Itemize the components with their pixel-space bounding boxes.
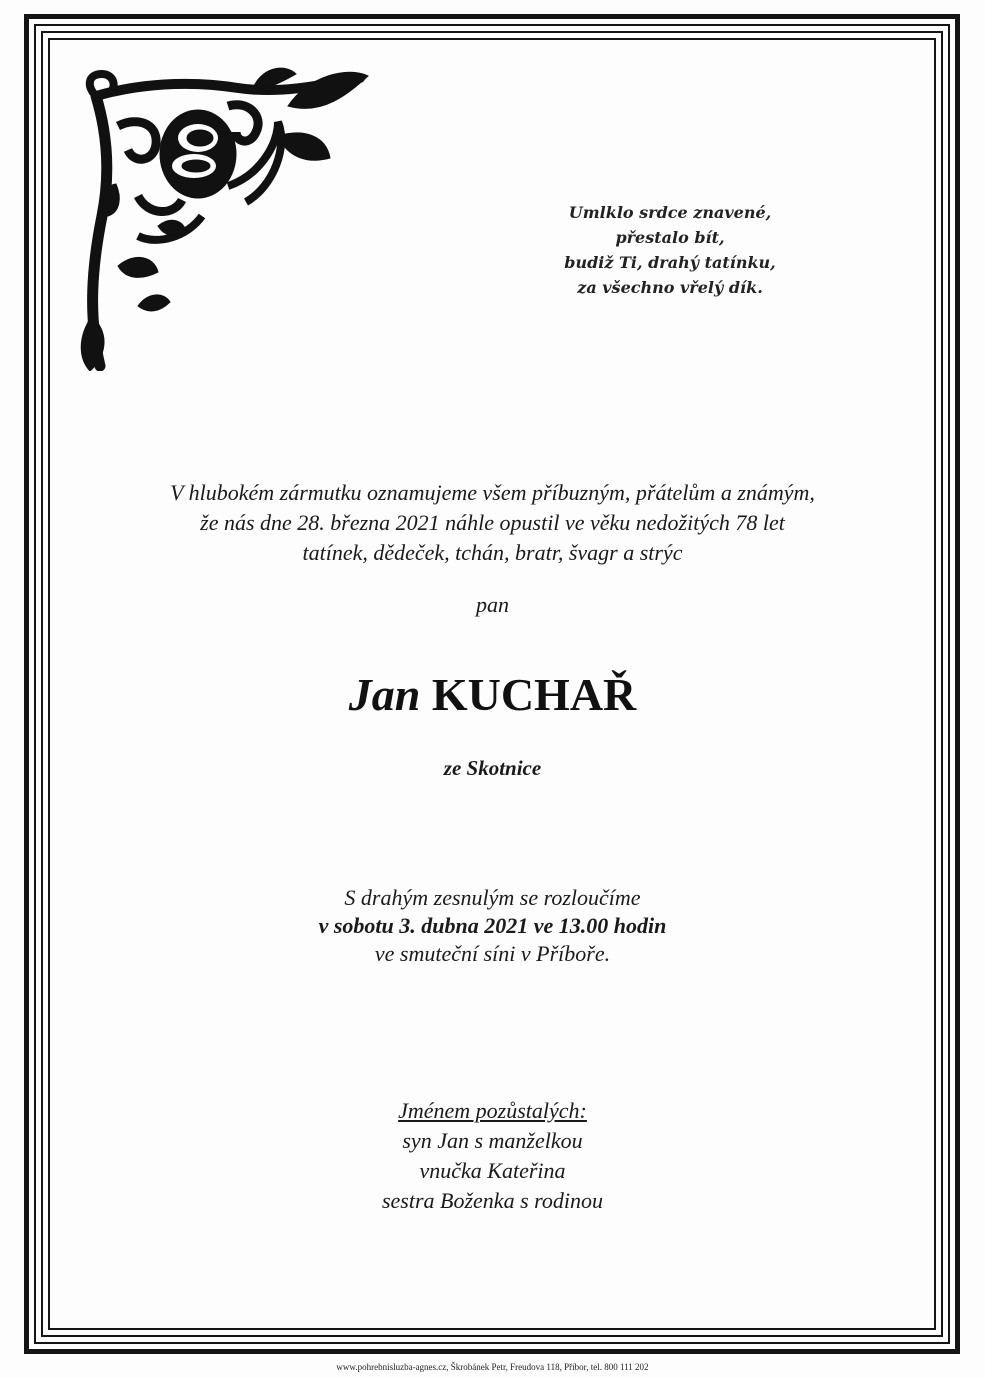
floral-corner-ornament-icon xyxy=(78,66,373,371)
announcement-line: že nás dne 28. března 2021 náhle opustil ve věku nedožitých 78 let xyxy=(200,510,785,535)
mourner-item: sestra Boženka s rodinou xyxy=(381,1188,603,1213)
announcement-line: tatínek, dědeček, tchán, bratr, švagr a strýc xyxy=(302,540,683,565)
deceased-origin: ze Skotnice xyxy=(443,756,542,780)
verse-line: za všechno vřelý dík. xyxy=(577,278,763,297)
farewell-info xyxy=(80,884,905,968)
deceased-surname: KUCHAŘ xyxy=(431,669,637,720)
announcement-line: V hlubokém zármutku oznamujeme všem příbuzným, přátelům a známým, xyxy=(170,480,815,505)
verse-line: přestalo bít, xyxy=(615,228,725,247)
verse-line: Umlklo srdce znavené, xyxy=(568,203,772,222)
mourners-heading: Jménem pozůstalých: xyxy=(398,1098,587,1123)
mourner-item: syn Jan s manželkou xyxy=(402,1128,583,1153)
salutation: pan xyxy=(476,592,509,617)
memorial-verse xyxy=(520,200,820,300)
farewell-location: ve smuteční síni v Příboře. xyxy=(374,941,611,966)
mourners-block xyxy=(80,1096,905,1216)
death-announcement xyxy=(80,478,905,568)
verse-line: budiž Ti, drahý tatínku, xyxy=(564,253,776,272)
farewell-date-time: v sobotu 3. dubna 2021 ve 13.00 hodin xyxy=(318,913,667,938)
farewell-line: S drahým zesnulým se rozloučíme xyxy=(344,885,641,910)
footer-contact: www.pohrebnisluzba-agnes.cz, Škrobánek Petr, Freudova 118, Příbor, tel. 800 111 202 xyxy=(336,1362,649,1372)
mourner-item: vnučka Kateřina xyxy=(419,1158,566,1183)
deceased-name xyxy=(80,668,905,721)
deceased-first-name: Jan xyxy=(348,669,421,720)
